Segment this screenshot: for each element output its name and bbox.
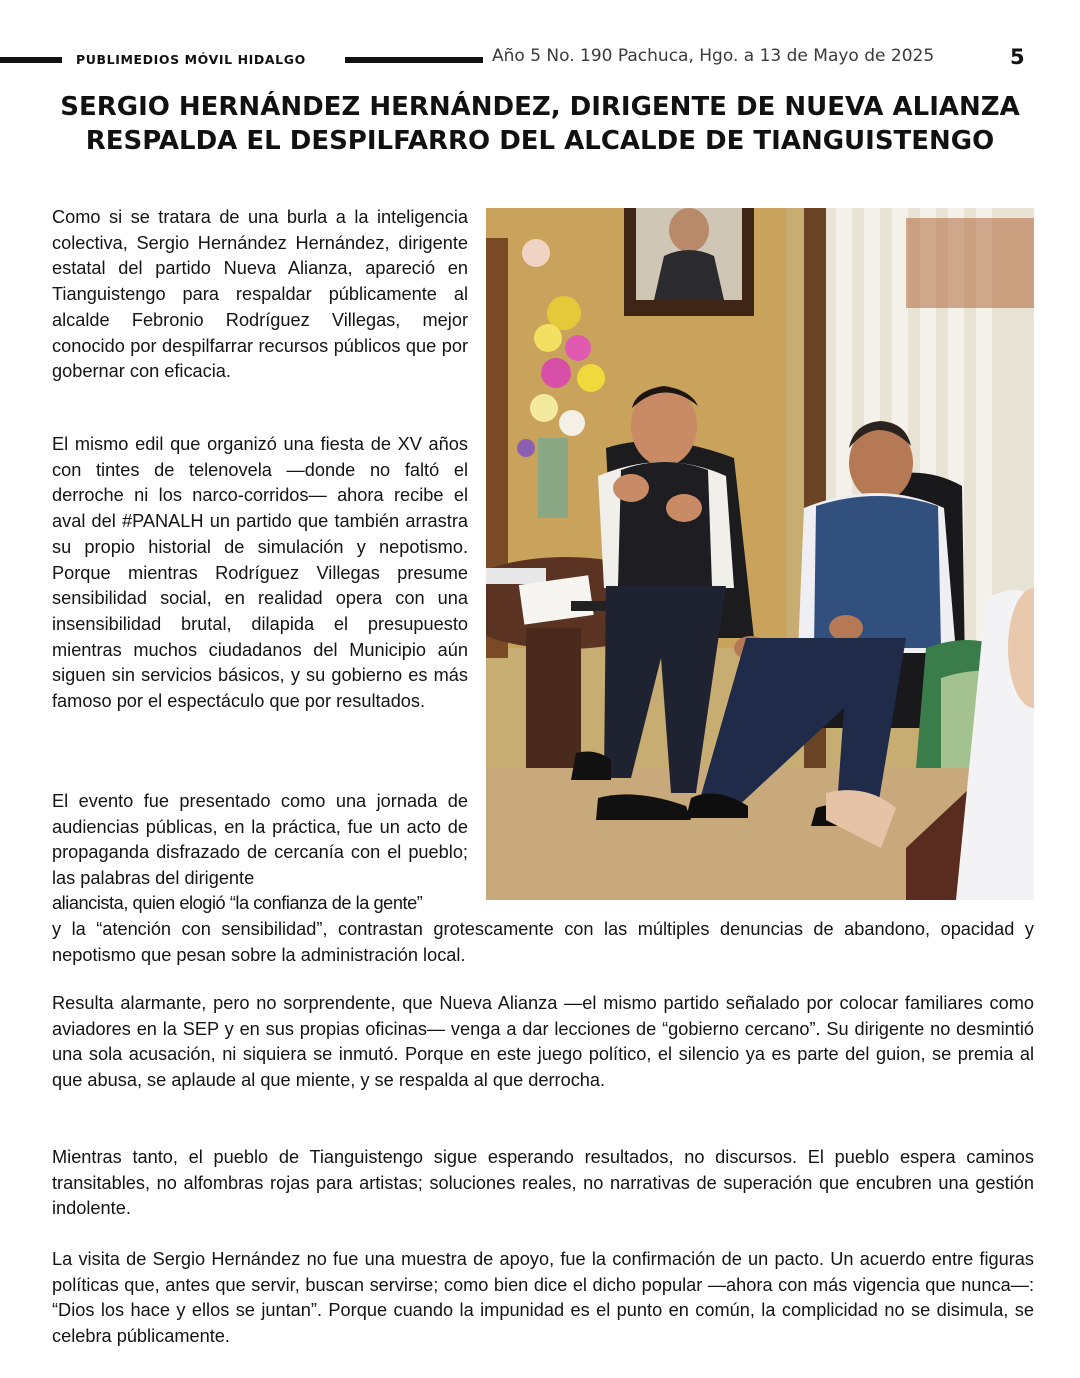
publication-brand: PUBLIMEDIOS MÓVIL HIDALGO: [76, 52, 306, 67]
page-header: [0, 44, 1080, 74]
article-headline: SERGIO HERNÁNDEZ HERNÁNDEZ, DIRIGENTE DE NUEVA ALIANZA RESPALDA EL DESPILFARRO DEL ALCALDE DE TIANGUISTENGO: [60, 92, 1020, 156]
paragraph-6: La visita de Sergio Hernández no fue una muestra de apoyo, fue la confirmación de un pacto. Un acuerdo entre figuras políticas que, antes que servir, buscan servirse; como bien dice el dicho popular —ahora con más vigencia que nunca—: “Dios los hace y ellos se juntan”. Porque cuando la impunidad es el punto en común, la complicidad no se disimula, se celebra públicamente.: [52, 1249, 1034, 1347]
page-number: 5: [1010, 45, 1025, 69]
paragraph-3-part-2: aliancista, quien elogió “la confianza de la gente”: [52, 893, 423, 913]
article-photo: [486, 208, 1034, 900]
paragraph-1: Como si se tratara de una burla a la inteligencia colectiva, Sergio Hernández Hernández, dirigente estatal del partido Nueva Alianza, apareció en Tianguistengo para respaldar públicamente al alcalde Febronio Rodríguez Villegas, mejor conocido por despilfarrar recursos públicos que por gobernar con eficacia.: [52, 207, 468, 382]
paragraph-3-part-1: El evento fue presentado como una jornada de audiencias públicas, en la práctica, fue un acto de propaganda disfrazado de cercanía con el pueblo; las palabras del dirigente: [52, 791, 468, 889]
paragraph-3-part-3: y la “atención con sensibilidad”, contrastan grotescamente con las múltiples denuncias de abandono, opacidad y nepotismo que pesan sobre la administración local.: [52, 919, 1034, 965]
header-rule-left: [0, 57, 62, 63]
paragraph-5: Mientras tanto, el pueblo de Tianguistengo sigue esperando resultados, no discursos. El pueblo espera caminos transitables, no alfombras rojas para artistas; soluciones reales, no narrativas de superación que encubren una gestión indolente.: [52, 1147, 1034, 1219]
issue-line: Año 5 No. 190 Pachuca, Hgo. a 13 de Mayo de 2025: [492, 46, 935, 66]
paragraph-2: El mismo edil que organizó una fiesta de XV años con tintes de telenovela —donde no faltó el derroche ni los narco-corridos— ahora recibe el aval del #PANALH un partido que también arrastra su propio historial de simulación y nepotismo. Porque mientras Rodríguez Villegas presume sensibilidad social, en realidad opera con una insensibilidad brutal, dilapida el presupuesto mientras muchos ciudadanos del Municipio aún siguen sin servicios básicos, y su gobierno es más famoso por el espectáculo que por resultados.: [52, 434, 468, 712]
meeting-photo-illustration: [486, 208, 1034, 900]
header-rule-middle: [345, 57, 483, 63]
paragraph-4: Resulta alarmante, pero no sorprendente, que Nueva Alianza —el mismo partido señalado por colocar familiares como aviadores en la SEP y en sus propias oficinas— venga a dar lecciones de “gobierno cercano”. Su dirigente no desmintió una sola acusación, ni siquiera se inmutó. Porque en este juego político, el silencio ya es parte del guion, se premia al que abusa, se aplaude al que miente, y se respalda al que derrocha.: [52, 993, 1034, 1091]
